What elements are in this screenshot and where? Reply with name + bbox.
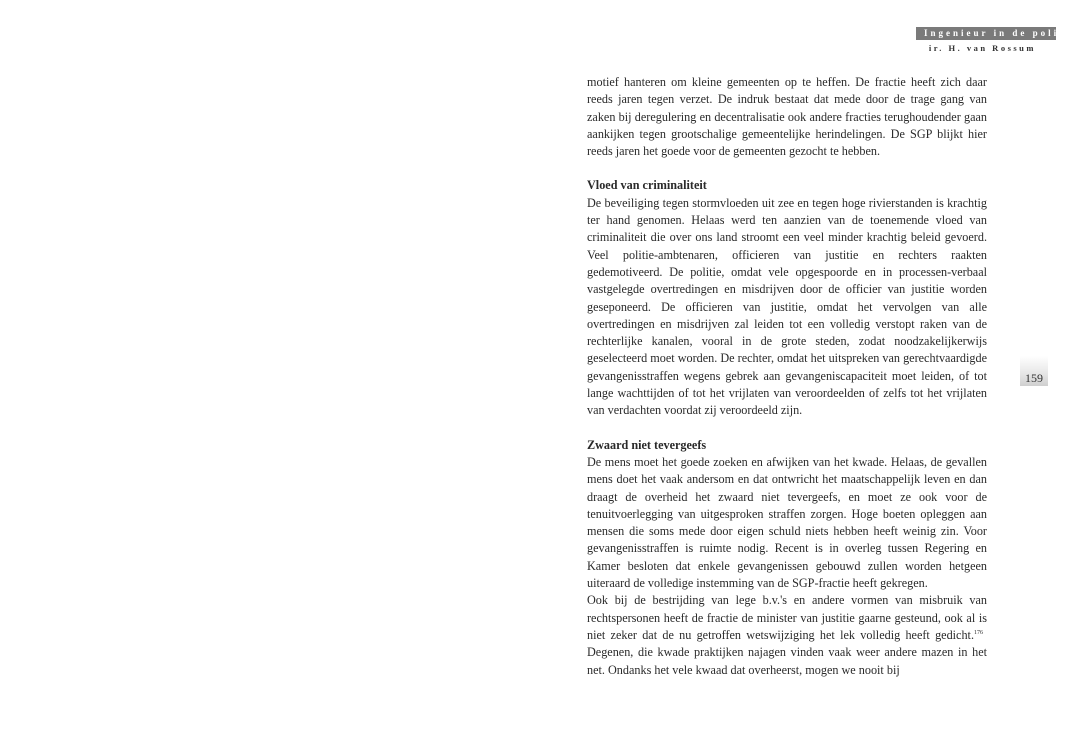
running-head [906, 23, 1086, 53]
section-heading: Zwaard niet tevergeefs [587, 437, 707, 452]
paragraph [587, 592, 987, 678]
paragraph-text: Degenen, die kwade praktijken najagen vinden vaak weer andere mazen in het net. Ondanks het vele kwaad dat overheerst, mogen we nooit bij [587, 645, 987, 677]
page-number: 159 [1025, 371, 1043, 385]
paragraph: motief hanteren om kleine gemeenten op te heffen. De fractie heeft zich daar reeds jaren tegen verzet. De indruk bestaat dat mede door de trage gang van zaken bij deregulering en decentralisatie ook andere fracties terughoudender gaan aankijken tegen grootschalige gemeentelijke herindelingen. De SGP blijkt hier reeds jaren het goede voor de gemeenten gezocht te hebben. [587, 75, 987, 159]
running-head-author: ir. H. van Rossum [928, 43, 1036, 53]
section-heading: Vloed van criminaliteit [587, 178, 707, 193]
paragraph: De mens moet het goede zoeken en afwijken van het kwade. Helaas, de gevallen mens doet het vaak andersom en dat ontwricht het maatschappelijk leven en dan draagt de overheid het zwaard niet tevergeefs, en moet ze ook voor de tenuitvoerlegging van uitgesproken straffen zorgen. Hoge boeten opleggen aan mensen die soms mede door eigen schuld niets hebben heeft weinig zin. Voor gevangenisstraffen is ruimte nodig. Recent is in overleg tussen Regering en Kamer besloten dat enkele gevangenissen gebouwd zullen worden hetgeen uiteraard de volledige instemming van de SGP-fractie heeft gekregen. [587, 454, 987, 591]
paragraph: De beveiliging tegen stormvloeden uit zee en tegen hoge rivierstanden is krachtig ter hand genomen. Helaas werd ten aanzien van de toenemende vloed van criminaliteit die over ons land stroomt een veel minder krachtig beleid gevoerd. Veel politie-ambtenaren, officieren van justitie en rechters raakten gedemotiveerd. De politie, omdat vele opgespoorde en in processen-verbaal vastgelegde overtredingen en misdrijven door de officier van justitie worden geseponeerd. De officieren van justitie, omdat het vervolgen van alle overtredingen en misdrijven zal leiden tot een volledig verstopt raken van de rechterlijke kanalen, vooral in de grote steden, zodat noodzakelijkerwijs geselecteerd moet worden. De rechter, omdat het uitspreken van gerechtvaardigde gevangenisstraffen wegens gebrek aan gevangeniscapaciteit moet leiden, of tot lange wachttijden of tot het vrijlaten van veroordeelden of zelfs tot het vrijlaten van verdachten voordat zij veroordeeld zijn. [587, 195, 987, 418]
running-head-title: Ingenieur in de politiek [916, 27, 1056, 40]
body-text-column [587, 74, 987, 679]
paragraph-text: Ook bij de bestrijding van lege b.v.'s en andere vormen van misbruik van rechtspersonen heeft de fractie de minister van justitie gaarne gesteund, ook al is niet zeker dat de nu getroffen wetswijziging het lek volledig heeft gedicht. [587, 593, 987, 642]
paragraph-gap [587, 160, 987, 177]
paragraph-gap [587, 420, 987, 437]
footnote-reference[interactable]: 176 [974, 629, 983, 636]
